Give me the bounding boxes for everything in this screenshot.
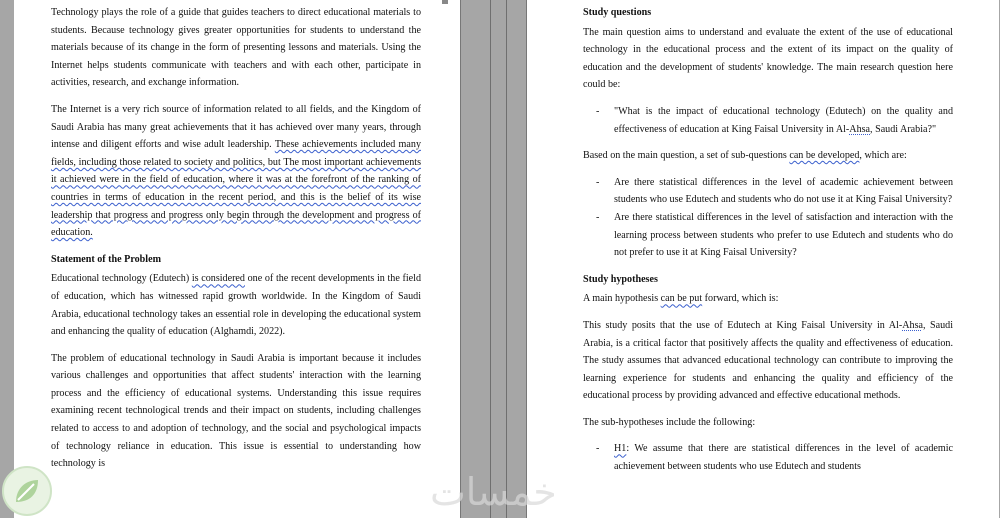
paragraph-text: , Saudi Arabia, is a critical factor that positively affects the quality and effectiveness of education. The study assumes that advanced educational technology can contribute to improving the learning experience for students and enhancing the quality and efficiency of the educational process by providing advanced and effective educational methods.: [583, 319, 953, 402]
list-item-text: : We assume that there are statistical differences in the level of academic achievement between students who use Edutech and students: [614, 443, 953, 473]
paragraph-sub-questions-intro[interactable]: [583, 147, 953, 165]
paragraph-technology-guide[interactable]: Technology plays the role of a guide that guides teachers to direct educational materials to students. Because technology gives greater opportunities for students to understand the materials because of its change in the form of presenting lessons and materials. Using the Internet helps students communicate with teachers and with each other, participate in activities, research, and exchange information.: [51, 7, 421, 89]
paragraph-sub-hypotheses-intro[interactable]: The sub-hypotheses include the following:: [583, 416, 756, 428]
paragraph-text: Based on the main question, a set of sub-questions: [583, 150, 790, 162]
page-corner-marker: [442, 0, 448, 4]
heading-study-hypotheses: Study hypotheses: [583, 273, 658, 285]
list-item-sub-question[interactable]: - Are there statistical differences in the level of academic achievement between students who use Edutech and students who do not use it at King Faisal University?: [583, 174, 953, 209]
paragraph-main-hypothesis[interactable]: [583, 317, 953, 405]
sub-hypothesis-list: [583, 440, 953, 475]
paragraph-text: A main hypothesis: [583, 293, 661, 305]
page-left-text-column: [51, 4, 421, 482]
paragraph-text: , which are:: [859, 150, 907, 162]
paragraph-internet-source[interactable]: [51, 101, 421, 242]
grammar-flagged-text[interactable]: is considered: [191, 273, 245, 285]
paragraph-text: This study posits that the use of Edutech at King Faisal University in Al-: [583, 319, 903, 331]
leaf-logo-icon: [10, 474, 44, 508]
sub-question-list: [583, 174, 953, 262]
paragraph-text: Educational technology (Edutech): [51, 273, 192, 285]
list-item-main-question[interactable]: [583, 103, 953, 138]
heading-statement-of-problem: Statement of the Problem: [51, 253, 161, 265]
spelling-flagged-text[interactable]: Ahsa: [902, 319, 923, 331]
paragraph-text: one of the recent developments in the field of education, which has witnessed rapid growth worldwide. In the Kingdom of Saudi Arabia, educational technology takes an essential role in developing the educational system and enhancing the quality of education (Alghamdi, 2022).: [51, 273, 421, 338]
page-gutter-divider: [506, 0, 507, 518]
paragraph-edutech-intro[interactable]: [51, 270, 421, 340]
paragraph-text: The Internet is a very rich source of information related to all fields, and the Kingdom of Saudi Arabia has many great achievements that it has achieved over many years, through intense and diligent efforts and wise adult leadership.: [51, 103, 421, 151]
grammar-flagged-text[interactable]: These achievements included many fields, including those related to society and politics, but The most important achievements it achieved were in the field of education, where it was at the forefront of the ranking of countries in terms of education in the recent period, and this is the belief of its wise leadership that progress and progress only begin through the development and progress of education.: [51, 139, 421, 239]
list-item-text: "What is the impact of educational technology (Edutech) on the quality and effectiveness of education at King Faisal University in Al-: [614, 105, 953, 135]
main-question-list: [583, 103, 953, 138]
document-page-left: [14, 0, 461, 518]
list-item-sub-question[interactable]: - Are there statistical differences in the level of satisfaction and interaction with the learning process between students who prefer to use Edutech and students who do not prefer to use it at King Faisal University?: [583, 209, 953, 262]
grammar-flagged-text[interactable]: H1: [614, 443, 627, 455]
spelling-flagged-text[interactable]: Ahsa: [849, 123, 871, 135]
page-gutter-divider: [490, 0, 491, 518]
page-right-text-column: [583, 4, 953, 485]
paragraph-main-aim[interactable]: The main question aims to understand and evaluate the extent of the use of educational technology in the educational process and the extent of its impact on the quality of education and the development of students' knowledge. The main research question here could be:: [583, 26, 953, 91]
leaf-logo-icon: [2, 466, 52, 516]
paragraph-problem-saudi[interactable]: The problem of educational technology in Saudi Arabia is important because it includes various challenges and opportunities that affect students' interaction with the learning process and the efficiency of educational systems. Understanding this issue requires examining recent technological trends and their impact on students, including challenges related to access to and adoption of technology, and the social and psychological impacts of technology reliance in education. This issue is essential to understanding how technology is: [51, 352, 421, 470]
list-item-text: , Saudi Arabia?": [870, 123, 937, 135]
grammar-flagged-text[interactable]: can be developed: [789, 150, 860, 162]
grammar-flagged-text[interactable]: can be put: [660, 293, 703, 305]
heading-study-questions: Study questions: [583, 7, 652, 18]
document-page-right: [526, 0, 999, 518]
watermark-text: خمسات: [430, 470, 557, 514]
paragraph-text: forward, which is:: [702, 293, 779, 305]
list-item-hypothesis-h1[interactable]: [583, 440, 953, 475]
paragraph-hypothesis-intro[interactable]: [583, 290, 953, 308]
